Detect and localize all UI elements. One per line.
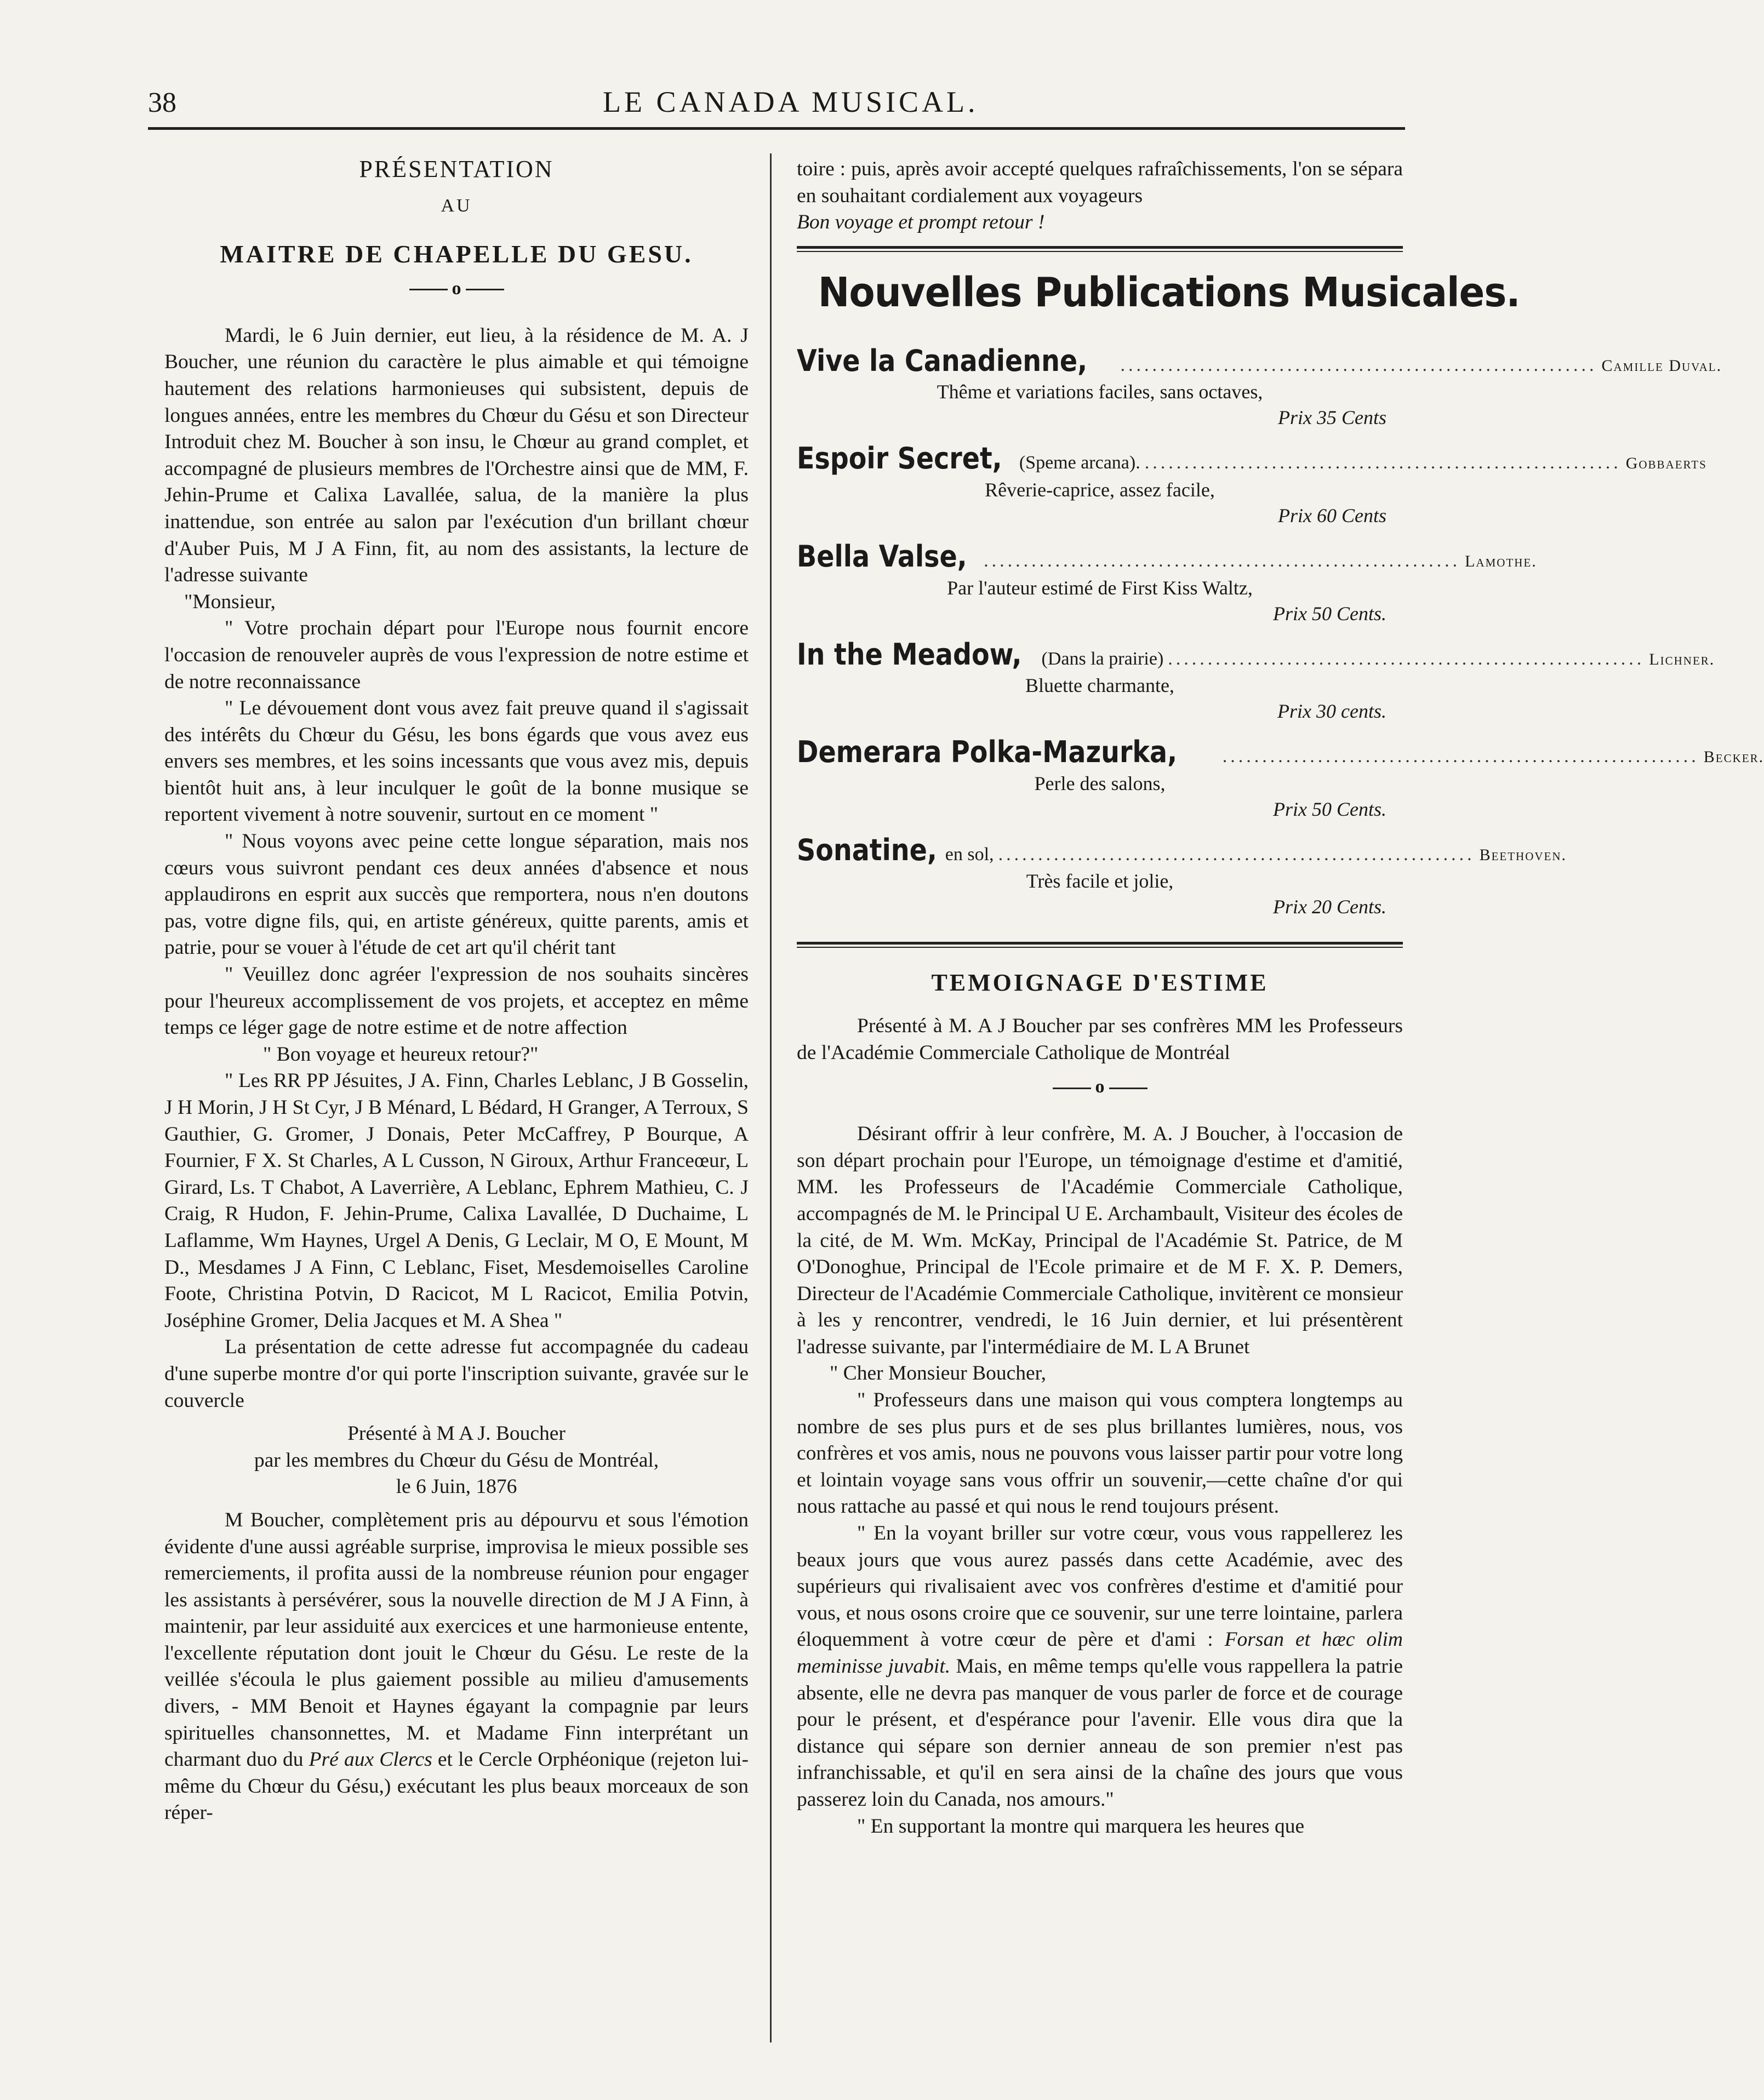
quote-paragraph: " Bon voyage et heureux retour?": [263, 1043, 539, 1066]
quote-paragraph: " En la voyant briller sur votre cœur, vous vous rappellerez les beaux jours que vous aurez passés dans cette Académie, avec des supérieurs qui rivalisaient avec vos confrères d'estime et d'amitié pour vous, et nous osons croire que ce souvenir, sur une terre lointaine, parlera éloquemment à votre cœur de père et d'ami : Forsan et hæc olim meminisse juvabit. Mais, en même temps qu'elle vous rappellera la patrie absente, elle ne devra pas manquer de vous parler de force et de courage pour le présent, et d'espérance pour l'avenir. Elle vous dira que la distance qui sépare son dernier anneau de son premier n'est pas infranchissable, et qu'il en sera ainsi de la chaîne des jours que vous passerez loin du Canada, nos amours.": [797, 1522, 1403, 1811]
publication-item: [797, 637, 1715, 725]
quote-paragraph: " Veuillez donc agréer l'expression de nos souhaits sincères pour l'heureux accomplissement de vos projets, et acceptez en même temps ce léger gage de notre estime et de notre affection: [164, 963, 749, 1039]
watch-inscription: [164, 1421, 749, 1501]
publication-note: (Speme arcana).: [1019, 453, 1140, 473]
publication-note: (Dans la prairie): [1041, 648, 1164, 669]
publication-item: [797, 734, 1764, 822]
publication-composer: Lamothe.: [1465, 552, 1537, 570]
publication-row: [797, 637, 1715, 673]
publication-description: Perle des salons,: [1034, 772, 1166, 794]
separator: o: [164, 278, 749, 300]
publication-composer: Gobbaerts: [1625, 454, 1707, 473]
publication-price: Prix 50 Cents.: [1273, 798, 1386, 820]
salutation: " Cher Monsieur Boucher,: [830, 1362, 1046, 1385]
inscription-line: Présenté à M A J. Boucher: [347, 1422, 566, 1445]
publication-description: Bluette charmante,: [1025, 674, 1174, 697]
salutation: "Monsieur,: [184, 590, 276, 613]
column-divider: [770, 153, 772, 2042]
running-title: LE CANADA MUSICAL.: [603, 85, 979, 118]
inscription-line: par les membres du Chœur du Gésu de Montréal,: [254, 1449, 659, 1472]
publication-name: Sonatine,: [797, 832, 937, 867]
publication-row: [797, 832, 1567, 869]
publication-item: [797, 343, 1722, 431]
publication-price: Prix 60 Cents: [1278, 504, 1386, 527]
section-rule: [797, 251, 1403, 252]
leader-dots: ............................................................: [1222, 746, 1699, 767]
publication-composer: Becker.: [1703, 748, 1764, 766]
publication-name: Vive la Canadienne,: [797, 343, 1088, 378]
publication-name: Demerara Polka-Mazurka,: [797, 735, 1178, 770]
quote-paragraph: " Votre prochain départ pour l'Europe nous fournit encore l'occasion de renouveler auprès de vous l'expression de notre estime et de notre reconnaissance: [164, 617, 749, 693]
publication-composer: Lichner.: [1649, 650, 1715, 668]
separator: o: [797, 1076, 1403, 1098]
leader-dots: ............................................................: [984, 550, 1461, 571]
publication-row: [797, 539, 1537, 575]
header-rule: [148, 127, 1405, 130]
section-rule: [797, 246, 1403, 249]
paragraph-continued: toire : puis, après avoir accepté quelques rafraîchissements, l'on se sépara en souhaitant cordialement aux voyageurs: [797, 158, 1403, 207]
latin-quote: Forsan et hæc olim meminisse juvabit.: [797, 1628, 1403, 1678]
inscription-line: le 6 Juin, 1876: [396, 1475, 517, 1498]
section-rule: [797, 947, 1403, 948]
signatories-list: " Les RR PP Jésuites, J A. Finn, Charles Leblanc, J B Gosselin, J H Morin, J H St Cyr, J B Ménard, L Bédard, H Granger, A Terroux, S Gauthier, G. Gromer, J Donais, Peter McCaffrey, P Bourque, A Fournier, F X. St Charles, A L Cusson, N Giroux, Arthur Franceœur, L Girard, Ls. T Chabot, A Laverrière, A Leblanc, Ephrem Mathieu, C. J Craig, R Hudon, F. Jehin-Prume, Calixa Lavallée, D Duchaime, L Laflamme, Wm Haynes, Urgel A Denis, G Leclair, M O, E Mount, M D., Mesdames J A Finn, C Leblanc, Fiset, Mesdemoiselles Caroline Foote, Christina Potvin, D Racicot, M L Racicot, Emilia Potvin, Joséphine Gromer, Delia Jacques et M. A Shea ": [164, 1069, 749, 1332]
publication-item: [797, 440, 1707, 529]
leader-dots: ............................................................: [1144, 453, 1622, 473]
publication-price: Prix 50 Cents.: [1273, 602, 1386, 625]
publication-description: Par l'auteur estimé de First Kiss Waltz,: [947, 576, 1253, 599]
publication-description: Thême et variations faciles, sans octaves,: [937, 381, 1263, 403]
testimony-title: TEMOIGNAGE D'ESTIME: [931, 969, 1269, 997]
publication-item: [797, 539, 1537, 627]
publication-name: In the Meadow,: [797, 637, 1022, 672]
publication-composer: Beethoven.: [1479, 845, 1567, 864]
leader-dots: ............................................................: [1168, 648, 1645, 669]
page-number: 38: [148, 87, 176, 118]
section-rule: [797, 942, 1403, 945]
publications-list: [797, 343, 1764, 920]
paragraph: La présentation de cette adresse fut accompagnée du cadeau d'une superbe montre d'or qui porte l'inscription suivante, gravée sur le couvercle: [164, 1336, 749, 1412]
left-column: [164, 156, 749, 1827]
leader-dots: ............................................................: [998, 844, 1475, 865]
article-title-presentation: PRÉSENTATION: [359, 156, 554, 182]
publication-note: en sol,: [945, 844, 994, 865]
publications-heading: Nouvelles Publications Musicales.: [818, 268, 1520, 316]
leader-dots: ............................................................: [1120, 354, 1597, 375]
publication-row: [797, 343, 1722, 380]
publication-row: [797, 734, 1764, 771]
publication-name: Bella Valse,: [797, 539, 967, 574]
publication-price: Prix 30 cents.: [1277, 700, 1386, 723]
publication-row: [797, 440, 1707, 477]
opera-title: Pré aux Clercs: [309, 1748, 432, 1771]
quote-paragraph: " En supportant la montre qui marquera les heures que: [857, 1815, 1305, 1838]
testimony-subtitle: Présenté à M. A J Boucher par ses confrères MM les Professeurs de l'Académie Commerciale Catholique de Montréal: [797, 1014, 1403, 1064]
right-column: [797, 156, 1764, 1840]
quote-paragraph: " Nous voyons avec peine cette longue séparation, mais nos cœurs vous suivront pendant ces deux années d'absence et nous applaudirons en esprit aux succès que remportera, nous n'en doutons pas, votre digne fils, qui, en artiste généreux, quitte parents, amis et patrie, pour se vouer à l'étude de cet art qu'il chérit tant: [164, 830, 749, 959]
paragraph: Mardi, le 6 Juin dernier, eut lieu, à la résidence de M. A. J Boucher, une réunion du caractère le plus aimable et qui témoigne hautement des relations harmonieuses qui subsistent, depuis de longues années, entre les membres du Chœur du Gésu et son Directeur Introduit chez M. Boucher à son insu, le Chœur au grand complet, et accompagné de plusieurs membres de l'Orchestre ainsi que de MM, F. Jehin-Prume et Calixa Lavallée, salua, de la manière la plus inattendue, son entrée au salon par l'exécution d'un brillant chœur d'Auber Puis, M J A Finn, fit, au nom des assistants, la lecture de l'adresse suivante: [164, 324, 749, 587]
paragraph: M Boucher, complètement pris au dépourvu et sous l'émotion évidente d'une aussi agréable surprise, improvisa le mieux possible ses remerciements, il profita aussi de la nombreuse réunion pour engager les assistants à persévérer, sous la nouvelle direction de M J A Finn, à maintenir, par leur assiduité aux exercices et une harmonieuse entente, l'excellente réputation dont jouit le Chœur du Gésu. Le reste de la veillée s'écoula le plus gaiement possible au milieu d'amusements divers, - MM Benoit et Haynes égayant la compagnie par leurs spirituelles chansonnettes, M. et Madame Finn interprétant un charmant duo du Pré aux Clercs et le Cercle Orphéonique (rejeton lui-même du Chœur du Gésu,) exécutant les plus beaux morceaux de son réper-: [164, 1508, 749, 1824]
article-title-maitre: MAITRE DE CHAPELLE DU GESU.: [220, 240, 693, 268]
bon-voyage-line: Bon voyage et prompt retour !: [797, 211, 1045, 234]
quote-paragraph: " Le dévouement dont vous avez fait preuve quand il s'agissait des intérêts du Chœur du Gésu, les bons égards que vous avez eus envers ses membres, et les soins incessants que vous avez mis, depuis bientôt huit ans, à leur inculquer le goût de la bonne musique se reportent vivement à notre souvenir, surtout en ce moment ": [164, 697, 749, 826]
quote-paragraph: " Professeurs dans une maison qui vous comptera longtemps au nombre de ses plus purs et de ses plus brillantes lumières, nous, vos confrères et vos amis, nous ne pouvons vous laisser partir pour votre long et lointain voyage sans vous offrir un souvenir,—cette chaîne d'or qui nous rattache au passé et qui nous le rend toujours présent.: [797, 1389, 1403, 1518]
article-title-au: AU: [441, 195, 472, 216]
paragraph: Désirant offrir à leur confrère, M. A. J Boucher, à l'occasion de son départ prochain pour l'Europe, un témoignage d'estime et d'amitié, MM. les Professeurs de l'Académie Commerciale Catholique, accompagnés de M. le Principal U E. Archambault, Visiteur des écoles de la cité, de M. Wm. McKay, Principal de l'Académie St. Patrice, de M O'Donoghue, Principal de l'Ecole primaire et de M F. X. P. Demers, Directeur de l'Académie Commerciale Catholique, invitèrent ce monsieur à les y rencontrer, vendredi, le 16 Juin dernier, et lui présentèrent l'adresse suivante, par l'intermédiaire de M. L A Brunet: [797, 1123, 1403, 1358]
publication-name: Espoir Secret,: [797, 441, 1002, 476]
publication-price: Prix 35 Cents: [1278, 407, 1386, 429]
publication-composer: Camille Duval.: [1601, 356, 1722, 375]
publication-description: Rêverie-caprice, assez facile,: [985, 478, 1215, 501]
publication-price: Prix 20 Cents.: [1273, 896, 1386, 918]
publication-description: Très facile et jolie,: [1026, 870, 1174, 892]
publication-item: [797, 832, 1567, 920]
